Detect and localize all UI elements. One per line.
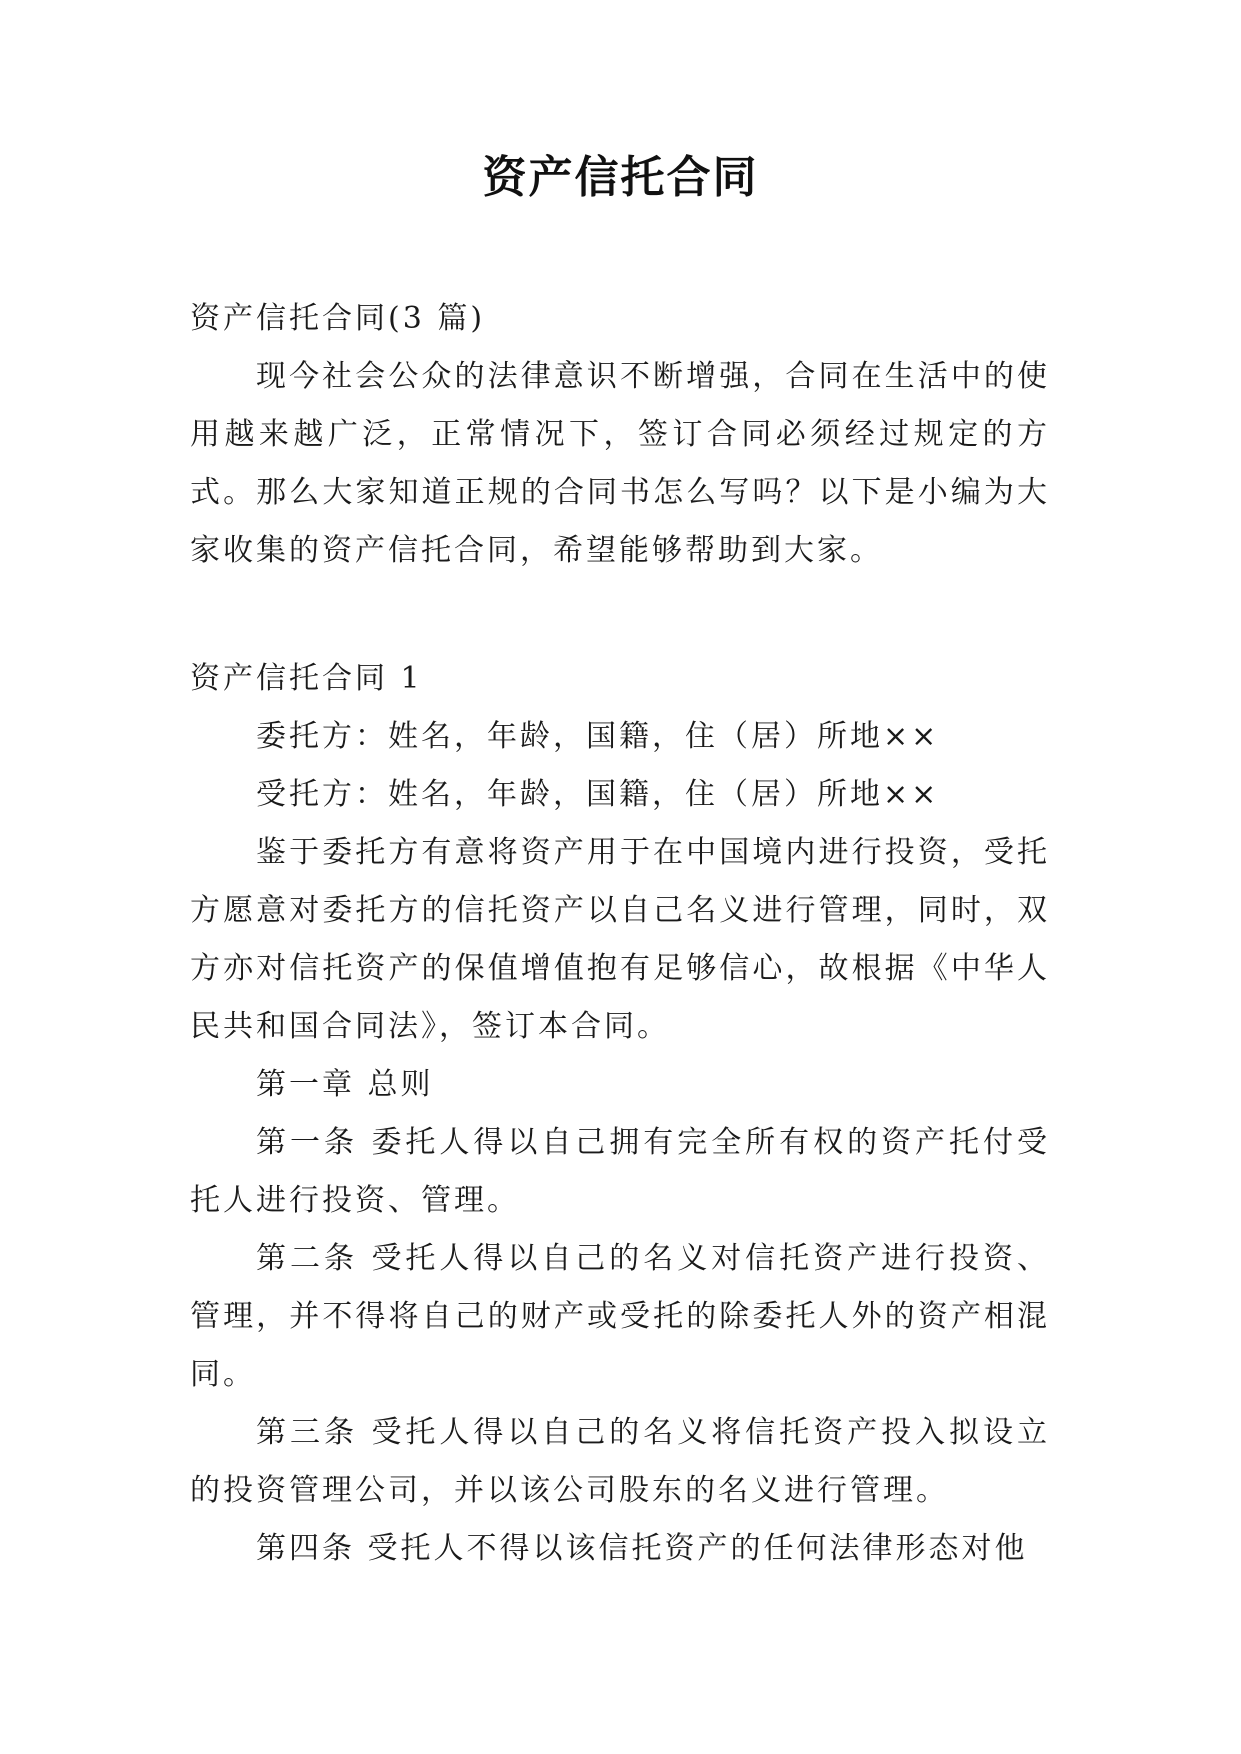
article-2: 第二条 受托人得以自己的名义对信托资产进行投资、管理，并不得将自己的财产或受托的除委托人外的资产相混同。 (190, 1241, 1050, 1392)
page-title: 资产信托合同 (482, 152, 759, 203)
article-3: 第三条 受托人得以自己的名义将信托资产投入拟设立的投资管理公司，并以该公司股东的名义进行管理。 (190, 1415, 1050, 1508)
document-subtitle: 资产信托合同(3 篇) (190, 301, 486, 336)
article-4: 第四条 受托人不得以该信托资产的任何法律形态对他 (256, 1531, 1028, 1566)
intro-paragraph: 现今社会公众的法律意识不断增强，合同在生活中的使用越来越广泛，正常情况下，签订合同必须经过规定的方式。那么大家知道正规的合同书怎么写吗？以下是小编为大家收集的资产信托合同，希望能够帮助到大家。 (190, 359, 1050, 568)
party-client: 委托方：姓名，年龄，国籍，住（居）所地×× (256, 719, 940, 754)
document-body (190, 290, 1050, 1578)
chapter-heading: 第一章 总则 (256, 1067, 434, 1102)
preamble-paragraph: 鉴于委托方有意将资产用于在中国境内进行投资，受托方愿意对委托方的信托资产以自己名义进行管理，同时，双方亦对信托资产的保值增值抱有足够信心，故根据《中华人民共和国合同法》，签订本合同。 (190, 835, 1050, 1044)
section-heading: 资产信托合同 1 (190, 661, 423, 696)
party-trustee: 受托方：姓名，年龄，国籍，住（居）所地×× (256, 777, 940, 812)
article-1: 第一条 委托人得以自己拥有完全所有权的资产托付受托人进行投资、管理。 (190, 1125, 1050, 1218)
section-spacer (190, 580, 1050, 650)
